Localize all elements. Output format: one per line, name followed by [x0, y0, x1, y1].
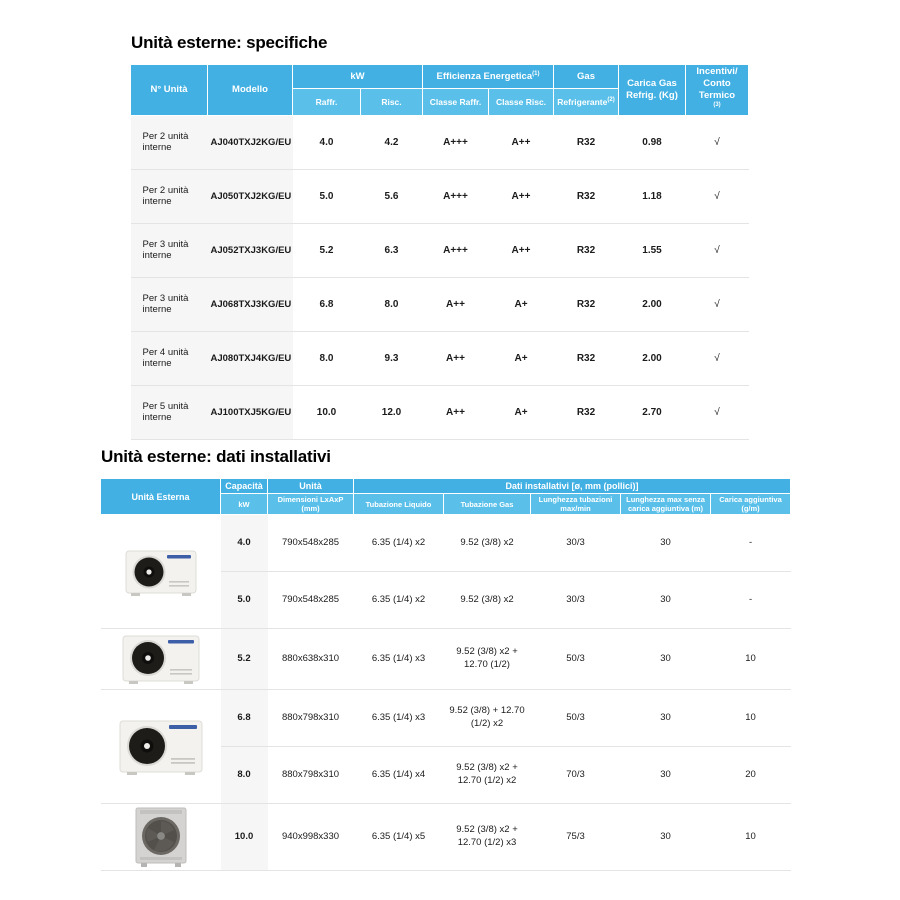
outdoor-unit-image: [117, 716, 205, 778]
cell-classe-risc: A++: [489, 115, 554, 169]
cell-modello: AJ052TXJ3KG/EU: [208, 223, 293, 277]
cell-risc: 12.0: [361, 385, 423, 439]
col-header-dati-installativi: Dati installativi [ø, mm (pollici)]: [354, 479, 791, 494]
cell-lunghezza-tubazioni: 30/3: [531, 515, 621, 572]
cell-n-unita: Per 3 unità interne: [131, 223, 208, 277]
cell-n-unita: Per 2 unità interne: [131, 115, 208, 169]
cell-n-unita: Per 2 unità interne: [131, 169, 208, 223]
cell-dimensioni: 880x798x310: [268, 747, 354, 804]
col-subheader-tubazione-liquido: Tubazione Liquido: [354, 494, 444, 515]
cell-carica-aggiuntiva: -: [711, 515, 791, 572]
table-row: [101, 804, 791, 871]
checkmark: √: [686, 277, 749, 331]
col-subheader-classe-raffr: Classe Raffr.: [423, 89, 489, 115]
cell-classe-risc: A+: [489, 331, 554, 385]
col-subheader-lunghezza-tubazioni: Lunghezza tubazioni max/min: [531, 494, 621, 515]
cell-tubazione-liquido: 6.35 (1/4) x2: [354, 515, 444, 572]
cell-tubazione-liquido: 6.35 (1/4) x5: [354, 804, 444, 871]
col-subheader-tubazione-gas: Tubazione Gas: [444, 494, 531, 515]
col-subheader-classe-risc: Classe Risc.: [489, 89, 554, 115]
cell-tubazione-gas: 9.52 (3/8) x2 + 12.70 (1/2) x3: [444, 804, 531, 871]
cell-capacita: 5.0: [221, 572, 268, 629]
cell-risc: 4.2: [361, 115, 423, 169]
col-header-gas: Gas: [554, 65, 619, 89]
table-row: [101, 515, 791, 572]
cell-lunghezza-max: 30: [621, 804, 711, 871]
cell-gas: R32: [554, 331, 619, 385]
cell-lunghezza-max: 30: [621, 572, 711, 629]
cell-risc: 9.3: [361, 331, 423, 385]
cell-lunghezza-max: 30: [621, 629, 711, 690]
cell-modello: AJ100TXJ5KG/EU: [208, 385, 293, 439]
table-row: [131, 223, 749, 277]
cell-raffr: 5.0: [293, 169, 361, 223]
outdoor-unit-image: [120, 631, 202, 687]
cell-n-unita: Per 3 unità interne: [131, 277, 208, 331]
cell-lunghezza-tubazioni: 70/3: [531, 747, 621, 804]
col-header-n-unita: N° Unità: [131, 65, 208, 116]
cell-classe-risc: A+: [489, 385, 554, 439]
cell-raffr: 10.0: [293, 385, 361, 439]
table-row: [131, 277, 749, 331]
outdoor-unit-photo-medium-tall: [101, 690, 221, 804]
cell-risc: 6.3: [361, 223, 423, 277]
col-header-unita-esterna: Unità Esterna: [101, 479, 221, 515]
cell-modello: AJ040TXJ2KG/EU: [208, 115, 293, 169]
checkmark: √: [686, 331, 749, 385]
checkmark: √: [686, 385, 749, 439]
cell-gas: R32: [554, 115, 619, 169]
col-header-modello: Modello: [208, 65, 293, 116]
cell-dimensioni: 790x548x285: [268, 515, 354, 572]
spec-table: [130, 64, 749, 440]
cell-tubazione-gas: 9.52 (3/8) x2: [444, 572, 531, 629]
cell-classe-raffr: A++: [423, 331, 489, 385]
cell-dimensioni: 880x798x310: [268, 690, 354, 747]
cell-dimensioni: 790x548x285: [268, 572, 354, 629]
cell-modello: AJ080TXJ4KG/EU: [208, 331, 293, 385]
cell-classe-risc: A++: [489, 169, 554, 223]
cell-lunghezza-tubazioni: 50/3: [531, 629, 621, 690]
outdoor-unit-photo-medium: [101, 629, 221, 690]
cell-lunghezza-max: 30: [621, 747, 711, 804]
cell-capacita: 5.2: [221, 629, 268, 690]
outdoor-unit-photo-large: [101, 804, 221, 871]
col-header-kw: kW: [293, 65, 423, 89]
cell-dimensioni: 880x638x310: [268, 629, 354, 690]
cell-dimensioni: 940x998x330: [268, 804, 354, 871]
cell-gas: R32: [554, 169, 619, 223]
cell-raffr: 6.8: [293, 277, 361, 331]
cell-carica-aggiuntiva: 10: [711, 804, 791, 871]
install-table: [100, 478, 791, 871]
cell-tubazione-gas: 9.52 (3/8) + 12.70 (1/2) x2: [444, 690, 531, 747]
table-row: [131, 115, 749, 169]
cell-capacita: 10.0: [221, 804, 268, 871]
spec-section: [130, 33, 748, 440]
cell-raffr: 8.0: [293, 331, 361, 385]
table-row: [101, 629, 791, 690]
cell-carica: 1.55: [619, 223, 686, 277]
cell-carica: 2.70: [619, 385, 686, 439]
col-header-capacita: Capacità: [221, 479, 268, 494]
cell-carica: 2.00: [619, 277, 686, 331]
cell-modello: AJ068TXJ3KG/EU: [208, 277, 293, 331]
col-subheader-kw: kW: [221, 494, 268, 515]
cell-classe-risc: A++: [489, 223, 554, 277]
cell-tubazione-liquido: 6.35 (1/4) x2: [354, 572, 444, 629]
cell-lunghezza-max: 30: [621, 690, 711, 747]
col-subheader-refrigerante: Refrigerante$^{(2)}$: [554, 89, 619, 115]
col-subheader-lunghezza-max: Lunghezza max senza carica aggiuntiva (m): [621, 494, 711, 515]
cell-lunghezza-max: 30: [621, 515, 711, 572]
cell-n-unita: Per 5 unità interne: [131, 385, 208, 439]
cell-classe-raffr: A+++: [423, 223, 489, 277]
cell-tubazione-liquido: 6.35 (1/4) x4: [354, 747, 444, 804]
col-header-carica-gas: Carica Gas Refrig. (Kg): [619, 65, 686, 116]
cell-tubazione-gas: 9.52 (3/8) x2 + 12.70 (1/2) x2: [444, 747, 531, 804]
cell-tubazione-liquido: 6.35 (1/4) x3: [354, 629, 444, 690]
cell-gas: R32: [554, 277, 619, 331]
cell-lunghezza-tubazioni: 75/3: [531, 804, 621, 871]
table-row: [131, 169, 749, 223]
cell-carica: 0.98: [619, 115, 686, 169]
col-header-incentivi: Incentivi/ Conto Termico $^{(3)}$: [686, 65, 749, 116]
checkmark: √: [686, 169, 749, 223]
cell-classe-raffr: A+++: [423, 169, 489, 223]
cell-carica-aggiuntiva: 10: [711, 629, 791, 690]
outdoor-unit-image: [132, 806, 190, 868]
cell-classe-raffr: A+++: [423, 115, 489, 169]
cell-tubazione-gas: 9.52 (3/8) x2: [444, 515, 531, 572]
table-row: [101, 690, 791, 747]
spec-table-title: Unità esterne: specifiche: [131, 33, 328, 52]
table-row: [131, 331, 749, 385]
install-table-title: Unità esterne: dati installativi: [101, 447, 331, 466]
cell-capacita: 8.0: [221, 747, 268, 804]
cell-classe-raffr: A++: [423, 385, 489, 439]
cell-raffr: 4.0: [293, 115, 361, 169]
cell-risc: 5.6: [361, 169, 423, 223]
col-header-unita: Unità: [268, 479, 354, 494]
cell-raffr: 5.2: [293, 223, 361, 277]
cell-carica: 2.00: [619, 331, 686, 385]
cell-carica-aggiuntiva: 10: [711, 690, 791, 747]
cell-carica-aggiuntiva: 20: [711, 747, 791, 804]
cell-classe-risc: A+: [489, 277, 554, 331]
cell-carica-aggiuntiva: -: [711, 572, 791, 629]
col-subheader-raffr: Raffr.: [293, 89, 361, 115]
col-subheader-carica-aggiuntiva: Carica aggiuntiva (g/m): [711, 494, 791, 515]
cell-tubazione-liquido: 6.35 (1/4) x3: [354, 690, 444, 747]
cell-lunghezza-tubazioni: 30/3: [531, 572, 621, 629]
cell-carica: 1.18: [619, 169, 686, 223]
col-subheader-risc: Risc.: [361, 89, 423, 115]
col-subheader-dimensioni: Dimensioni LxAxP (mm): [268, 494, 354, 515]
cell-lunghezza-tubazioni: 50/3: [531, 690, 621, 747]
cell-tubazione-gas: 9.52 (3/8) x2 + 12.70 (1/2): [444, 629, 531, 690]
table-row: [131, 385, 749, 439]
cell-risc: 8.0: [361, 277, 423, 331]
cell-classe-raffr: A++: [423, 277, 489, 331]
cell-capacita: 6.8: [221, 690, 268, 747]
checkmark: √: [686, 223, 749, 277]
cell-n-unita: Per 4 unità interne: [131, 331, 208, 385]
cell-capacita: 4.0: [221, 515, 268, 572]
install-section: [100, 447, 790, 871]
cell-modello: AJ050TXJ2KG/EU: [208, 169, 293, 223]
col-header-efficienza: Efficienza Energetica$^{(1)}$: [423, 65, 554, 89]
cell-gas: R32: [554, 223, 619, 277]
outdoor-unit-image: [123, 545, 199, 599]
checkmark: √: [686, 115, 749, 169]
outdoor-unit-photo-small: [101, 515, 221, 629]
cell-gas: R32: [554, 385, 619, 439]
